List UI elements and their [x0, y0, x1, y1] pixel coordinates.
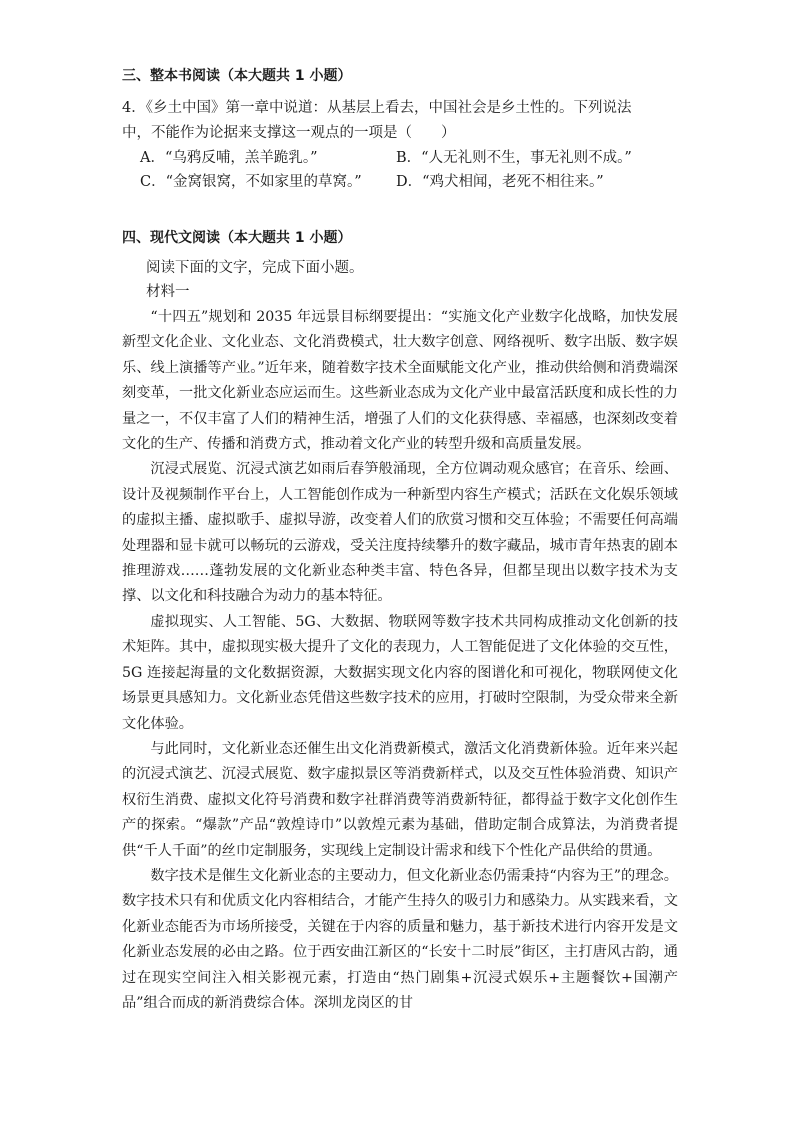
section-four-heading: 四、现代文阅读（本大题共 1 小题） — [122, 230, 352, 246]
question-4-option-c: C．“金窝银窝，不如家里的草窝。” — [140, 174, 362, 190]
question-4-option-d: D．“鸡犬相闻，老死不相往来。” — [396, 174, 604, 190]
question-4-stem-line-2: 中，不能作为论据来支撑这一观点的一项是（ ） — [122, 125, 456, 141]
passage-paragraph: 与此同时，文化新业态还催生出文化消费新模式，激活文化消费新体验。近年来兴起的沉浸式演艺、沉浸式展览、数字虚拟景区等消费新样式，以及交互性体验消费、知识产权衍生消费、虚拟文化符号消费和数字社群消费等消费新特征，都得益于数字文化创作生产的探索。“爆款”产品“敦煌诗巾”以敦煌元素为基础，借助定制合成算法，为消费者提供“千人千面”的丝巾定制服务，实现线上定制设计需求和线下个性化产品供给的贯通。 — [122, 740, 678, 859]
passage-paragraph: 沉浸式展览、沉浸式演艺如雨后春笋般涌现，全方位调动观众感官；在音乐、绘画、设计及视频制作平台上，人工智能创作成为一种新型内容生产模式；活跃在文化娱乐领域的虚拟主播、虚拟歌手、虚拟导游，改变着人们的欣赏习惯和交互体验；不需要任何高端处理器和显卡就可以畅玩的云游戏，受关注度持续攀升的数字藏品，城市青年热衷的剧本推理游戏……蓬勃发展的文化新业态种类丰富、特色各异，但都呈现出以数字技术为支撑、以文化和科技融合为动力的基本特征。 — [122, 461, 678, 605]
passage-paragraph: “十四五”规划和 2035 年远景目标纲要提出：“实施文化产业数字化战略，加快发展新型文化企业、文化业态、文化消费模式，壮大数字创意、网络视听、数字出版、数字娱乐、线上演播等产业。”近年来，随着数字技术全面赋能文化产业，推动供给侧和消费端深刻变革，一批文化新业态应运而生。这些新业态成为文化产业中最富活跃度和成长性的力量之一，不仅丰富了人们的精神生活，增强了人们的文化获得感、幸福感，也深刻改变着文化的生产、传播和消费方式，推动着文化产业的转型升级和高质量发展。 — [122, 309, 678, 453]
material-label: 材料一 — [146, 284, 190, 300]
question-4-stem-line-1: 4．《乡土中国》第一章中说道：从基层上看去，中国社会是乡土性的。下列说法 — [122, 100, 632, 116]
question-4-option-a: A．“乌鸦反哺，羔羊跪乳。” — [140, 150, 318, 166]
question-4-option-b: B．“人无礼则不生，事无礼则不成。” — [396, 150, 632, 166]
passage-paragraph: 数字技术是催生文化新业态的主要动力，但文化新业态仍需秉持“内容为王”的理念。数字技术只有和优质文化内容相结合，才能产生持久的吸引力和感染力。从实践来看，文化新业态能否为市场所接受，关键在于内容的质量和魅力，基于新技术进行内容开发是文化新业态发展的必由之路。位于西安曲江新区的“长安十二时辰”街区，主打唐风古韵，通过在现实空间注入相关影视元素，打造由“热门剧集+沉浸式娱乐+主题餐饮+国潮产品”组合而成的新消费综合体。深圳龙岗区的甘 — [122, 867, 678, 1011]
passage-paragraph: 虚拟现实、人工智能、5G、大数据、物联网等数字技术共同构成推动文化创新的技术矩阵。其中，虚拟现实极大提升了文化的表现力，人工智能促进了文化体验的交互性，5G 连接起海量的文化数据资源，大数据实现文化内容的图谱化和可视化，物联网使文化场景更具感知力。文化新业态凭借这些数字技术的应用，打破时空限制，为受众带来全新文化体验。 — [122, 613, 678, 732]
passage-body — [122, 305, 678, 1016]
reading-instruction: 阅读下面的文字，完成下面小题。 — [146, 260, 364, 276]
section-three-heading: 三、整本书阅读（本大题共 1 小题） — [122, 68, 352, 84]
